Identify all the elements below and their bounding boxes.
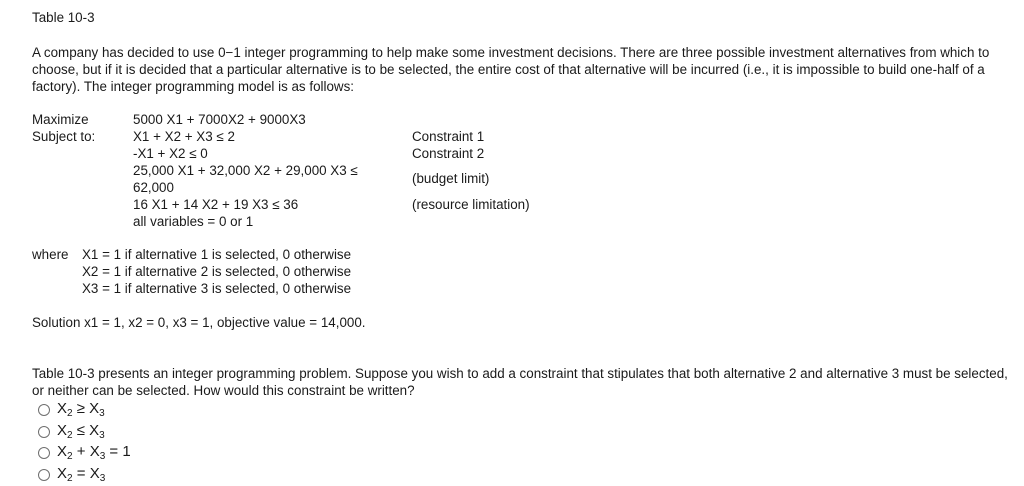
option-3-radio[interactable] [38, 447, 50, 459]
subject-to-label: Subject to: [32, 129, 96, 144]
option-3-label[interactable] [57, 443, 131, 463]
where-label: where [32, 247, 69, 262]
option-1-radio[interactable] [38, 404, 50, 416]
budget-limit-label: (budget limit) [412, 171, 490, 186]
option-4-operator: = [72, 465, 90, 482]
option-4-radio[interactable] [38, 469, 50, 481]
option-1-label[interactable] [57, 400, 105, 420]
constraint-1-label: Constraint 1 [412, 129, 485, 144]
maximize-label: Maximize [32, 112, 89, 127]
option-3-rest: = 1 [105, 443, 131, 460]
option-2-sub-b: 3 [99, 430, 105, 441]
constraint-variables: all variables = 0 or 1 [133, 214, 254, 229]
option-3-var-b: X [89, 443, 100, 460]
constraint-2-label: Constraint 2 [412, 146, 485, 161]
option-1-var-a: X [57, 400, 68, 417]
option-1-sub-b: 3 [99, 408, 105, 419]
option-1-operator: ≥ [72, 400, 90, 417]
option-1-var-b: X [89, 400, 100, 417]
option-4-var-a: X [57, 465, 68, 482]
constraint-3-line2: 62,000 [133, 180, 174, 195]
objective-function: 5000 X1 + 7000X2 + 9000X3 [133, 112, 306, 127]
option-3-var-a: X [57, 443, 68, 460]
constraint-1: X1 + X2 + X3 ≤ 2 [133, 129, 235, 144]
option-3-sub-a: 2 [67, 451, 73, 462]
definition-x1: X1 = 1 if alternative 1 is selected, 0 otherwise [82, 247, 352, 262]
option-2-var-a: X [57, 422, 68, 439]
resource-limitation-label: (resource limitation) [412, 197, 530, 212]
option-1-sub-a: 2 [67, 408, 73, 419]
table-title: Table 10-3 [32, 10, 95, 25]
constraint-3-line1: 25,000 X1 + 32,000 X2 + 29,000 X3 ≤ [133, 163, 358, 178]
option-4-sub-a: 2 [67, 473, 73, 484]
option-4-sub-b: 3 [99, 473, 106, 484]
definition-x2: X2 = 1 if alternative 2 is selected, 0 otherwise [82, 264, 352, 279]
option-2-operator: ≤ [72, 422, 90, 439]
option-2-var-b: X [89, 422, 100, 439]
option-2-label[interactable] [57, 422, 105, 442]
option-4-var-b: X [89, 465, 100, 482]
option-4-label[interactable] [57, 465, 105, 485]
constraint-4: 16 X1 + 14 X2 + 19 X3 ≤ 36 [133, 197, 299, 212]
question-text: Table 10-3 presents an integer programming problem. Suppose you wish to add a constraint that stipulates that both alternative 2 and alternative 3 must be selected, or neither can be selected. How would this constraint be written? [32, 366, 1008, 398]
option-3-operator: + [72, 443, 90, 460]
constraint-2: -X1 + X2 ≤ 0 [133, 146, 208, 161]
option-2-sub-a: 2 [67, 430, 73, 441]
definition-x3: X3 = 1 if alternative 3 is selected, 0 otherwise [82, 281, 352, 296]
solution-text: Solution x1 = 1, x2 = 0, x3 = 1, objective value = 14,000. [32, 315, 366, 330]
option-2-radio[interactable] [38, 426, 50, 438]
option-3-sub-b: 3 [99, 451, 106, 462]
intro-paragraph: A company has decided to use 0−1 integer programming to help make some investment decisions. There are three possible investment alternatives from which to choose, but if it is decided that a particular alternative is to be selected, the entire cost of that alternative will be incurred (i.e., it is impossible to build one-half of a factory). The integer programming model is as follows: [32, 45, 990, 94]
